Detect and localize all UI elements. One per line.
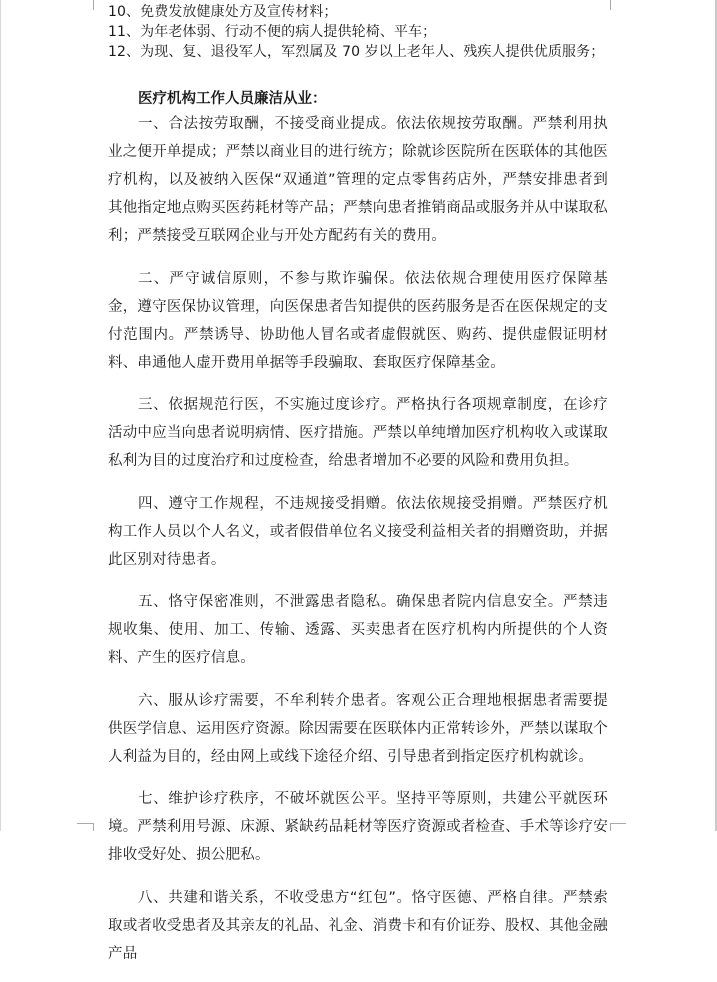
paragraph-3: 三、依据规范行医，不实施过度诊疗。严格执行各项规章制度，在诊疗活动中应当向患者说明病情、医疗措施。严禁以单纯增加医疗机构收入或谋取私利为目的过度治疗和过度检查，给患者增加不必要的风险和费用负担。 bbox=[108, 397, 608, 469]
paragraph-4: 四、遵守工作规程，不违规接受捐赠。依法依规接受捐赠。严禁医疗机构工作人员以个人名义，或者假借单位名义接受利益相关者的捐赠资助，并据此区别对待患者。 bbox=[108, 495, 608, 568]
paragraph-1: 一、合法按劳取酬，不接受商业提成。依法依规按劳取酬。严禁利用执业之便开单提成；严禁以商业目的进行统方；除就诊医院所在医联体的其他医疗机构，以及被纳入医保“双通道”管理的定点零售药店外，严禁安排患者到其他指定地点购买医药耗材等产品；严禁向患者推销商品或服务并从中谋取私利；严禁接受互联网企业与开处方配药有关的费用。 bbox=[108, 116, 608, 244]
paragraph-8: 八、共建和谐关系，不收受患方“红包”。恪守医德、严格自律。严禁索取或者收受患者及其亲友的礼品、礼金、消费卡和有价证券、股权、其他金融产品 bbox=[108, 889, 608, 962]
crop-mark-top-right bbox=[610, 0, 611, 10]
crop-mark-top-left bbox=[93, 0, 94, 10]
paragraph-7: 七、维护诊疗秩序，不破坏就医公平。坚持平等原则，共建公平就医环境。严禁利用号源、床源、紧缺药品耗材等医疗资源或者检查、手术等诊疗安排收受好处、损公肥私。 bbox=[108, 791, 608, 863]
page-left-edge bbox=[0, 0, 1, 831]
list-item: 11、为年老体弱、行动不便的病人提供轮椅、平车； bbox=[108, 24, 437, 40]
paragraph-2: 二、严守诚信原则，不参与欺诈骗保。依法依规合理使用医疗保障基金，遵守医保协议管理，向医保患者告知提供的医药服务是否在医保规定的支付范围内。严禁诱导、协助他人冒名或者虚假就医、购药、提供虚假证明材料、串通他人虚开费用单据等手段骗取、套取医疗保障基金。 bbox=[108, 270, 608, 371]
paragraph-6: 六、服从诊疗需要，不牟利转介患者。客观公正合理地根据患者需要提供医学信息、运用医疗资源。除因需要在医联体内正常转诊外，严禁以谋取个人利益为目的，经由网上或线下途径介绍、引导患者到指定医疗机构就诊。 bbox=[108, 692, 608, 765]
crop-mark-bottom-left bbox=[93, 817, 107, 831]
section-title: 医疗机构工作人员廉洁从业： bbox=[138, 91, 327, 107]
crop-mark-bottom-right bbox=[610, 817, 624, 831]
paragraph-5: 五、恪守保密准则，不泄露患者隐私。确保患者院内信息安全。严禁违规收集、使用、加工、传输、透露、买卖患者在医疗机构内所提供的个人资料、产生的医疗信息。 bbox=[108, 594, 608, 666]
list-item: 10、免费发放健康处方及宣传材料； bbox=[108, 4, 338, 20]
list-item: 12、为现、复、退役军人，军烈属及 70 岁以上老年人、残疾人提供优质服务； bbox=[108, 44, 605, 60]
document-body bbox=[108, 2, 608, 982]
